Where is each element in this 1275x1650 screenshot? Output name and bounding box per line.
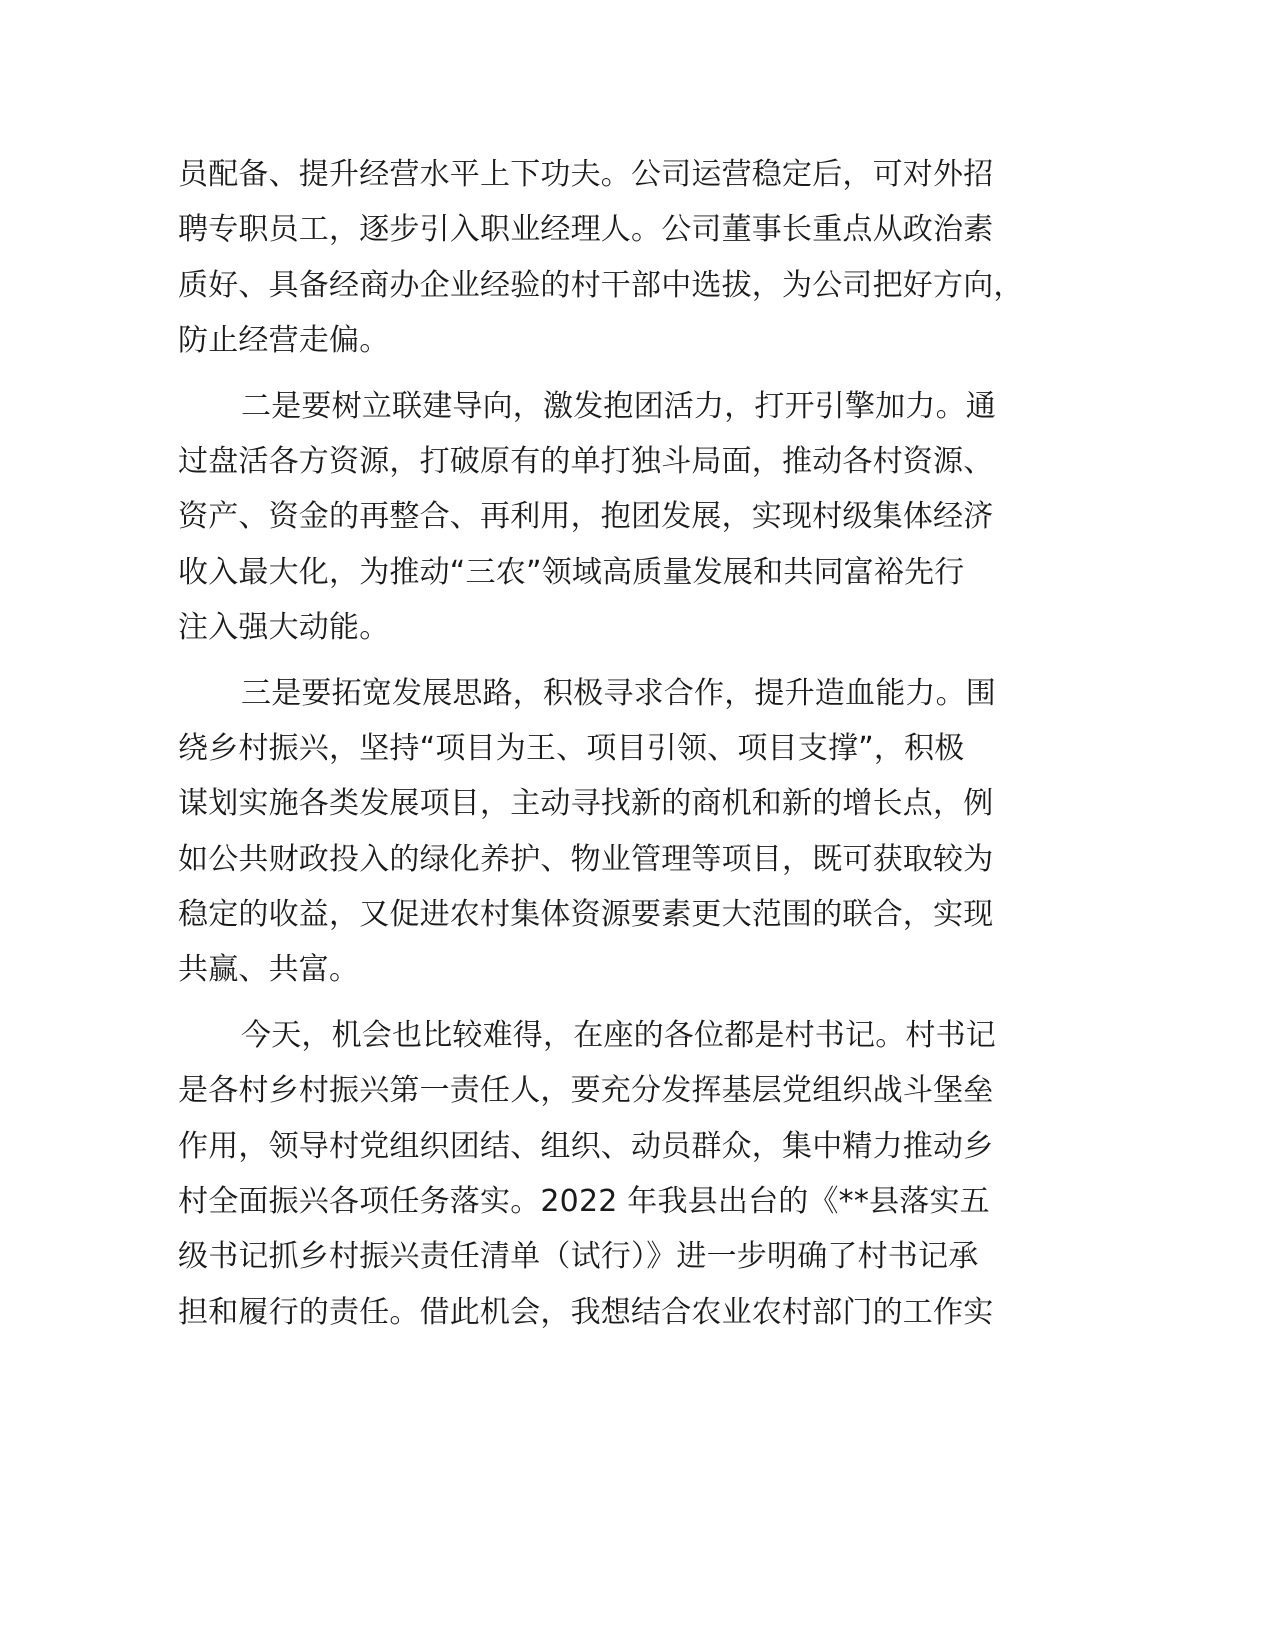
text-line: 防止经营走偏。 [178, 323, 390, 359]
text-line: 质好、具备经商办企业经验的村干部中选拔，为公司把好方向， [178, 267, 1024, 303]
paragraph-4 [178, 1008, 1078, 1340]
text-line: 收入最大化，为推动“三农”领域高质量发展和共同富裕先行 [178, 554, 965, 590]
paragraph-2 [178, 379, 1078, 656]
text-line: 三是要拓宽发展思路，积极寻求合作，提升造血能力。围 [241, 675, 996, 711]
text-line: 村全面振兴各项任务落实。2022 年我县出台的《**县落实五 [178, 1184, 990, 1220]
text-line: 作用，领导村党组织团结、组织、动员群众，集中精力推动乡 [178, 1128, 994, 1164]
text-line: 聘专职员工，逐步引入职业经理人。公司董事长重点从政治素 [178, 212, 994, 248]
text-line: 担和履行的责任。借此机会，我想结合农业农村部门的工作实 [178, 1294, 994, 1330]
paragraph-1 [178, 147, 1078, 369]
text-line: 谋划实施各类发展项目，主动寻找新的商机和新的增长点，例 [178, 786, 994, 822]
text-line: 稳定的收益，又促进农村集体资源要素更大范围的联合，实现 [178, 897, 994, 933]
text-line: 员配备、提升经营水平上下功夫。公司运营稳定后，可对外招 [178, 157, 994, 192]
text-line: 是各村乡村振兴第一责任人，要充分发挥基层党组织战斗堡垒 [178, 1073, 994, 1109]
document-body [178, 147, 1078, 1340]
text-line: 注入强大动能。 [178, 610, 390, 646]
text-line: 级书记抓乡村振兴责任清单（试行）》进一步明确了村书记承 [178, 1239, 979, 1275]
text-line: 如公共财政投入的绿化养护、物业管理等项目，既可获取较为 [178, 841, 994, 877]
paragraph-3 [178, 666, 1078, 998]
text-line: 二是要树立联建导向，激发抱团活力，打开引擎加力。通 [241, 388, 996, 424]
text-line: 资产、资金的再整合、再利用，抱团发展，实现村级集体经济 [178, 499, 994, 535]
text-line: 今天，机会也比较难得，在座的各位都是村书记。村书记 [241, 1017, 996, 1053]
text-line: 过盘活各方资源，打破原有的单打独斗局面，推动各村资源、 [178, 443, 994, 479]
text-line: 绕乡村振兴，坚持“项目为王、项目引领、项目支撑”，积极 [178, 730, 965, 766]
text-line: 共赢、共富。 [178, 952, 360, 988]
